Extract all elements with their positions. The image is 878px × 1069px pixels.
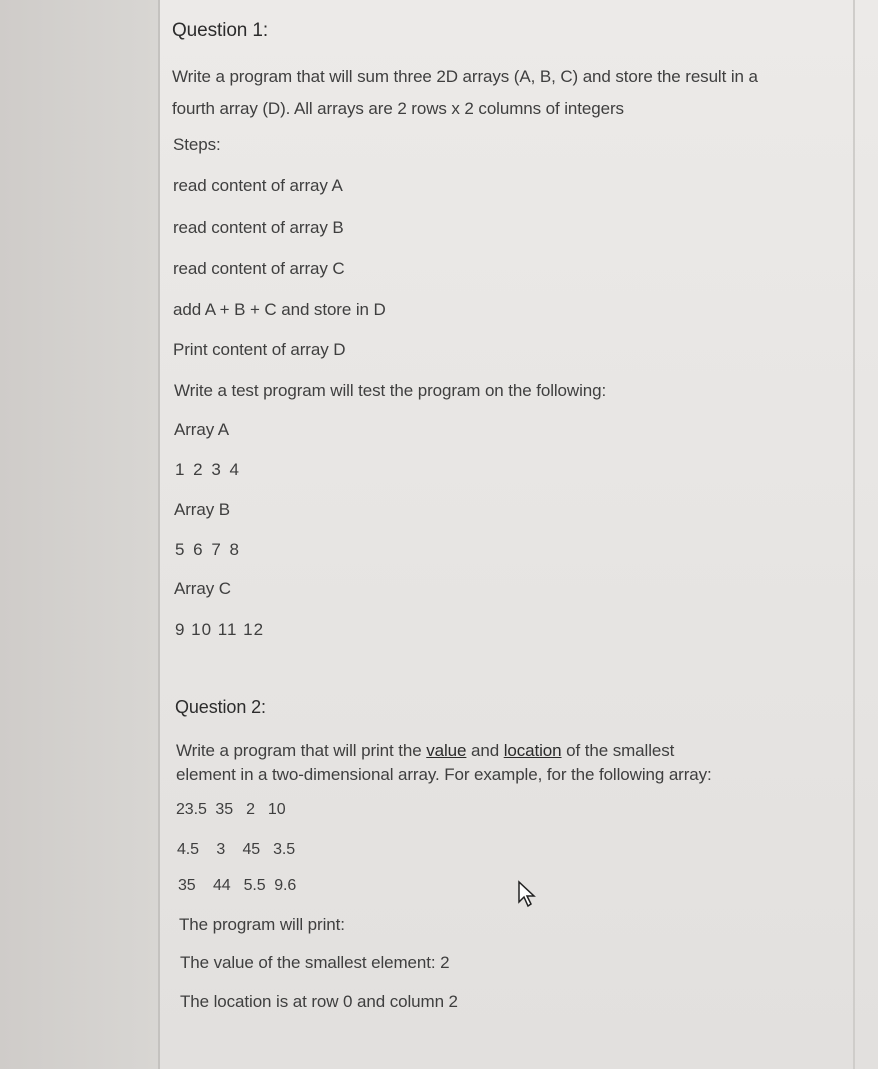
question-1-prompt: Write a program that will sum three 2D arrays (A, B, C) and store the result in a fourth array (D). All arrays are 2 rows x 2 columns of integers: [172, 67, 758, 118]
array-label: Array A: [174, 420, 230, 439]
steps-label: Steps:: [173, 135, 221, 154]
array-label: Array B: [174, 500, 230, 519]
column-divider: [853, 0, 855, 1069]
question-2-prompt-line2: element in a two-dimensional array. For example, for the following array:: [176, 765, 712, 784]
question-1-title: Question 1:: [172, 20, 269, 41]
step-item: read content of array A: [173, 176, 343, 195]
question-2-prompt-line1: Write a program that will print the value and location of the smallest: [176, 741, 675, 760]
step-item: read content of array B: [173, 218, 344, 237]
question-2-title: Question 2:: [175, 697, 266, 717]
left-margin: [0, 0, 158, 1069]
output-line: The value of the smallest element: 2: [180, 953, 450, 972]
array-values: 1 2 3 4: [175, 460, 241, 479]
mouse-pointer-icon: [516, 880, 540, 910]
step-item: read content of array C: [173, 259, 345, 278]
matrix-row: 35 44 5.5 9.6: [178, 877, 297, 894]
step-item: add A + B + C and store in D: [173, 300, 386, 319]
matrix-row: 23.5 35 2 10: [176, 801, 286, 818]
array-values: 5 6 7 8: [175, 540, 241, 559]
array-label: Array C: [174, 579, 231, 598]
output-line: The location is at row 0 and column 2: [180, 992, 458, 1011]
output-label: The program will print:: [179, 915, 345, 934]
test-intro: Write a test program will test the program on the following:: [174, 381, 607, 400]
matrix-row: 4.5 3 45 3.5: [177, 841, 296, 858]
array-values: 9 10 11 12: [175, 620, 265, 639]
step-item: Print content of array D: [173, 340, 346, 359]
